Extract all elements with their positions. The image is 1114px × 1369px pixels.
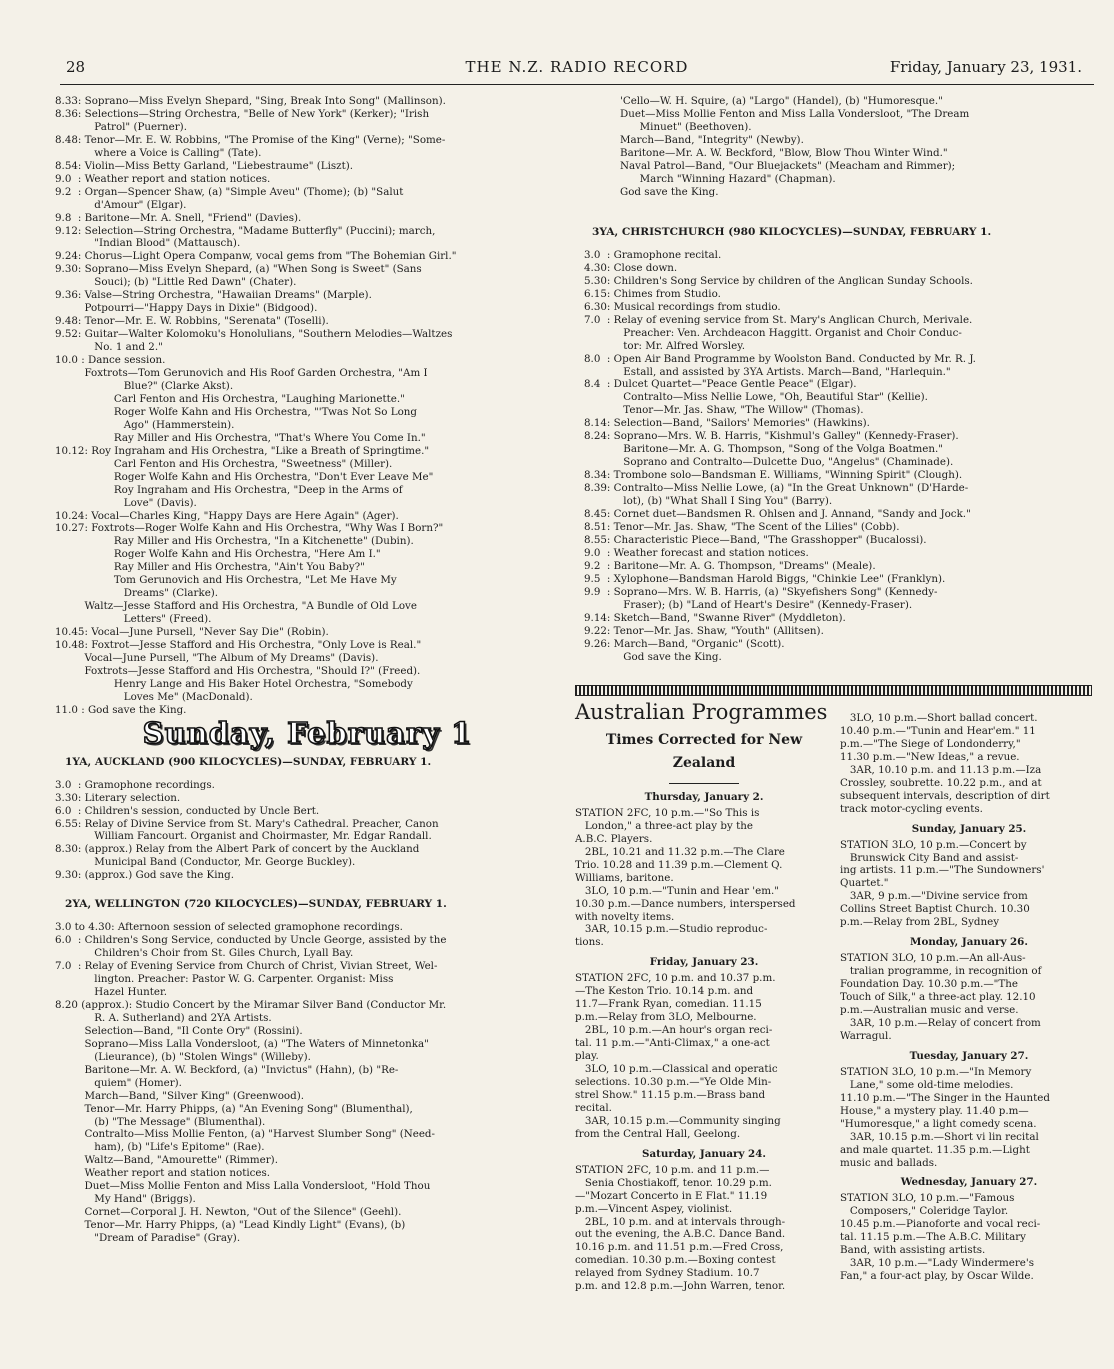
programme-line: 6.55: Relay of Divine Service from St. Mary's Cathedral. Preacher, Canon (55, 817, 439, 830)
day-heading: Thursday, January 2. (644, 790, 764, 803)
station-3ya-block (584, 218, 1099, 663)
programme-line: 7.0 : Relay of Evening Service from Church of Christ, Vivian Street, Wel- (55, 960, 438, 973)
programme-line: d'Amour" (Elgar). (55, 198, 187, 211)
programme-line: Contralto—Miss Nellie Lowe, "Oh, Beautiful Star" (Kellie). (584, 391, 928, 404)
day-heading: Wednesday, January 27. (900, 1176, 1038, 1189)
programme-line: 8.36: Selections—String Orchestra, "Belle of New York" (Kerker); "Irish (55, 107, 430, 120)
programme-line: 9.5 : Xylophone—Bandsman Harold Biggs, "Chinkie Lee" (Franklyn). (584, 572, 946, 585)
australian-line: House," a mystery play. 11.40 p.m— (840, 1104, 1029, 1117)
programme-line: My Hand" (Briggs). (55, 1193, 196, 1206)
left-column (55, 95, 560, 1245)
programme-line: No. 1 and 2." (55, 341, 163, 354)
right-programme-lines (620, 95, 1100, 199)
australian-line: p.m.—Australian music and verse. (840, 1004, 1019, 1017)
programme-line: where a Voice is Calling" (Tate). (55, 146, 262, 159)
programme-line: Baritone—Mr. A. W. Beckford, (a) "Invictus" (Hahn), (b) "Re- (55, 1063, 399, 1076)
programme-line: 3.30: Literary selection. (55, 791, 181, 804)
programme-line: God save the King. (584, 650, 722, 663)
day-heading: Tuesday, January 27. (909, 1049, 1029, 1062)
programme-line: Tom Gerunovich and His Orchestra, "Let Me Have My (55, 574, 397, 587)
programme-line: 9.12: Selection—String Orchestra, "Madame Butterfly" (Puccini); march, (55, 224, 436, 237)
programme-line: Waltz—Band, "Amourette" (Rimmer). (55, 1154, 278, 1167)
programme-line: Letters" (Freed). (55, 613, 212, 626)
australian-line: relayed from Sydney Stadium. 10.7 (575, 1267, 760, 1280)
programme-line: ham), (b) "Life's Epitome" (Rae). (55, 1141, 265, 1154)
australian-line: 3AR, 10 p.m.—Relay of concert from (840, 1016, 1041, 1029)
programme-line: Cornet—Corporal J. H. Newton, "Out of the Silence" (Geehl). (55, 1206, 402, 1219)
programme-line: March—Band, "Silver King" (Greenwood). (55, 1089, 305, 1102)
australian-line: STATION 2FC, 10 p.m.—"So This is (575, 806, 760, 819)
programme-line: 10.45: Vocal—June Pursell, "Never Say Die" (Robin). (55, 626, 329, 639)
page-header (60, 58, 1094, 82)
australian-line: Warragul. (840, 1029, 892, 1042)
sunday-heading: Sunday, February 1 (142, 715, 473, 750)
page-number: 28 (66, 58, 86, 76)
australian-line: 11.10 p.m.—"The Singer in the Haunted (840, 1091, 1050, 1104)
programme-line: Soprano and Contralto—Dulcette Duo, "Angelus" (Chaminade). (584, 456, 954, 469)
australian-line: tions. (575, 936, 604, 949)
australian-days-b (840, 823, 1098, 1283)
programme-line: Roger Wolfe Kahn and His Orchestra, "'Twas Not So Long (55, 405, 418, 418)
programme-line: 8.33: Soprano—Miss Evelyn Shepard, "Sing, Break Into Song" (Mallinson). (55, 95, 446, 107)
australian-line: 3AR, 10.10 p.m. and 11.13 p.m.—Iza (840, 763, 1042, 776)
programme-line: lington. Preacher: Pastor W. G. Carpenter. Organist: Miss (55, 973, 394, 986)
programme-line: Patrol" (Puerner). (55, 120, 187, 133)
programme-line: "Dream of Paradise" (Gray). (55, 1232, 241, 1245)
day-heading: Friday, January 23. (649, 956, 759, 969)
programme-line: 8.34: Trombone solo—Bandsman E. Williams, "Winning Spirit" (Clough). (584, 469, 963, 482)
programme-line: Duet—Miss Mollie Fenton and Miss Lalla Vondersloot, "The Dream (620, 107, 970, 120)
australian-line: 3LO, 10 p.m.—Classical and operatic (575, 1063, 778, 1076)
australian-line: 11.30 p.m.—"New Ideas," a revue. (840, 750, 1020, 763)
programme-line: Soprano—Miss Lalla Vondersloot, (a) "The Waters of Minnetonka" (55, 1037, 429, 1050)
programme-line: March "Winning Hazard" (Chapman). (620, 172, 836, 185)
australian-line: 10.40 p.m.—"Tunin and Hear'em." 11 (840, 724, 1036, 737)
programme-line: 'Cello—W. H. Squire, (a) "Largo" (Handel), (b) "Humoresque." (620, 95, 943, 107)
programme-line: Estall, and assisted by 3YA Artists. March—Band, "Harlequin." (584, 365, 951, 378)
issue-date: Friday, January 23, 1931. (889, 58, 1082, 76)
programme-line: 9.48: Tenor—Mr. E. W. Robbins, "Serenata" (Toselli). (55, 315, 329, 328)
programme-line: William Fancourt. Organist and Choirmaster, Mr. Edgar Randall. (55, 830, 432, 843)
programme-line: Roy Ingraham and His Orchestra, "Deep in the Arms of (55, 483, 403, 496)
programme-line: Loves Me" (MacDonald). (55, 690, 253, 703)
programme-line: 9.2 : Organ—Spencer Shaw, (a) "Simple Aveu" (Thome); (b) "Salut (55, 185, 404, 198)
australian-line: STATION 3LO, 10 p.m.—"Famous (840, 1192, 1015, 1205)
programme-line: Vocal—June Pursell, "The Album of My Dreams" (Davis). (55, 651, 379, 664)
programme-line: Municipal Band (Conductor, Mr. George Buckley). (55, 856, 356, 869)
programme-line: 9.30: (approx.) God save the King. (55, 869, 235, 882)
australian-line: Brunswick City Band and assist- (840, 851, 1019, 864)
australian-line: 10.30 p.m.—Dance numbers, interspersed (575, 897, 796, 910)
australian-line: with novelty items. (575, 910, 675, 923)
australian-line: Composers," Coleridge Taylor. (840, 1205, 1009, 1218)
australian-line: STATION 2FC, 10 p.m. and 10.37 p.m. (575, 972, 776, 985)
programme-line: 9.9 : Soprano—Mrs. W. B. Harris, (a) "Skyefishers Song" (Kennedy- (584, 585, 938, 598)
programme-line: 9.30: Soprano—Miss Evelyn Shepard, (a) "When Song is Sweet" (Sans (55, 263, 422, 276)
programme-line: 9.36: Valse—String Orchestra, "Hawaiian Dreams" (Marple). (55, 289, 372, 302)
australian-line: strel Show." 11.15 p.m.—Brass band (575, 1088, 766, 1101)
programme-line: 8.4 : Dulcet Quartet—"Peace Gentle Peace" (Elgar). (584, 378, 857, 391)
australian-line: 3LO, 10 p.m.—Short ballad concert. (840, 712, 1038, 724)
programme-line: Foxtrots—Tom Gerunovich and His Roof Garden Orchestra, "Am I (55, 367, 428, 380)
station-3ya-title: 3YA, CHRISTCHURCH (980 KILOCYCLES)—SUNDAY, FEBRUARY 1. (592, 226, 992, 238)
programme-line: Ray Miller and His Orchestra, "That's Where You Come In." (55, 431, 426, 444)
programme-line: 9.2 : Baritone—Mr. A. G. Thompson, "Dreams" (Meale). (584, 559, 876, 572)
programme-line: Souci); (b) "Little Red Dawn" (Chater). (55, 276, 297, 289)
australian-line: music and ballads. (840, 1156, 938, 1169)
australian-line: Collins Street Baptist Church. 10.30 (840, 903, 1030, 916)
programme-line: 3.0 : Gramophone recordings. (55, 778, 215, 791)
australian-line: 2BL, 10 p.m. and at intervals through- (575, 1215, 786, 1228)
publication-title: THE N.Z. RADIO RECORD (465, 58, 689, 76)
programme-line: 6.30: Musical recordings from studio. (584, 300, 781, 313)
programme-line: Tenor—Mr. Harry Phipps, (a) "Lead Kindly Light" (Evans), (b) (55, 1219, 406, 1232)
programme-line: lot), (b) "What Shall I Sing You" (Barry). (584, 495, 833, 508)
programme-line: Ray Miller and His Orchestra, "Ain't You Baby?" (55, 561, 365, 574)
station-3ya-lines (584, 249, 1099, 664)
programme-line: Baritone—Mr. A. G. Thompson, "Song of the Volga Boatmen." (584, 443, 943, 456)
programme-line: Roger Wolfe Kahn and His Orchestra, "Here Am I." (55, 548, 381, 561)
australian-line: 3AR, 10.15 p.m.—Short vi lin recital (840, 1130, 1039, 1143)
programme-line: March—Band, "Integrity" (Newby). (620, 133, 804, 146)
programme-line: 4.30: Close down. (584, 261, 678, 274)
programme-line: (b) "The Message" (Blumenthal). (55, 1115, 266, 1128)
programme-line: 6.0 : Children's Song Service, conducted by Uncle George, assisted by the (55, 934, 447, 947)
australian-line: Touch of Silk," a three-act play. 12.10 (840, 991, 1036, 1004)
day-heading: Sunday, January 25. (911, 822, 1027, 835)
australian-days-a (575, 791, 833, 1293)
australian-line: p.m.—Relay from 3LO, Melbourne. (575, 1011, 757, 1024)
programme-line: Carl Fenton and His Orchestra, "Laughing Marionette." (55, 392, 405, 405)
programme-line: Foxtrots—Jesse Stafford and His Orchestra, "Should I?" (Freed). (55, 664, 421, 677)
day-heading: Monday, January 26. (910, 936, 1028, 949)
programme-line: 9.26: March—Band, "Organic" (Scott). (584, 637, 785, 650)
australian-line: —The Keston Trio. 10.14 p.m. and (575, 985, 754, 998)
australian-line: Trio. 10.28 and 11.39 p.m.—Clement Q. (575, 858, 783, 871)
australian-line: p.m.—Vincent Aspey, violinist. (575, 1202, 733, 1215)
australian-line: selections. 10.30 p.m.—"Ye Olde Min- (575, 1075, 772, 1088)
programme-line: Potpourri—"Happy Days in Dixie" (Bidgood). (55, 302, 318, 315)
programme-line: R. A. Sutherland) and 2YA Artists. (55, 1011, 272, 1024)
australian-line: tralian programme, in recognition of (840, 965, 1042, 978)
station-1ya-title: 1YA, AUCKLAND (900 KILOCYCLES)—SUNDAY, FEBRUARY 1. (65, 755, 432, 768)
programme-line: Waltz—Jesse Stafford and His Orchestra, "A Bundle of Old Love (55, 600, 417, 613)
programme-line: Naval Patrol—Band, "Our Bluejackets" (Meacham and Rimmer); (620, 159, 956, 172)
programme-line: 8.55: Characteristic Piece—Band, "The Grasshopper" (Bucalossi). (584, 533, 927, 546)
programme-line: Weather report and station notices. (55, 1167, 271, 1180)
australian-line: 3AR, 10.15 p.m.—Studio reproduc- (575, 923, 768, 936)
programme-line: Hazel Hunter. (55, 986, 168, 998)
station-2ya-lines (55, 921, 560, 1245)
programme-line: Selection—Band, "Il Conte Ory" (Rossini). (55, 1024, 303, 1037)
right-top-column (620, 95, 1100, 199)
programme-line: 9.24: Chorus—Light Opera Companw, vocal gems from "The Bohemian Girl." (55, 250, 457, 263)
australian-line: 3AR, 10.15 p.m.—Community singing (575, 1114, 781, 1127)
australian-column-b (840, 712, 1098, 1283)
programme-line: Ago" (Hammerstein). (55, 418, 235, 431)
station-1ya-lines (55, 779, 560, 883)
programme-line: 10.0 : Dance session. (55, 354, 166, 367)
programme-line: 9.8 : Baritone—Mr. A. Snell, "Friend" (Davies). (55, 211, 302, 224)
australian-line: p.m.—"The Siege of Londonderry," (840, 737, 1021, 750)
programme-line: 10.12: Roy Ingraham and His Orchestra, "Like a Breath of Springtime." (55, 444, 430, 457)
programme-line: 9.0 : Weather report and station notices. (55, 172, 271, 185)
programme-line: Love" (Davis). (55, 496, 197, 509)
australian-line: London," a three-act play by the (575, 819, 753, 832)
programme-line: Tenor—Mr. Harry Phipps, (a) "An Evening Song" (Blumenthal), (55, 1102, 413, 1115)
australian-line: track motor-cycling events. (840, 802, 983, 815)
australian-line: Senia Chostiakoff, tenor. 10.29 p.m. (575, 1176, 772, 1189)
programme-line: Carl Fenton and His Orchestra, "Sweetness" (Miller). (55, 457, 393, 470)
australian-line: 3AR, 10 p.m.—"Lady Windermere's (840, 1257, 1034, 1270)
programme-line: 6.0 : Children's session, conducted by Uncle Bert. (55, 804, 320, 817)
programme-line: Roger Wolfe Kahn and His Orchestra, "Don't Ever Leave Me" (55, 470, 434, 483)
australian-line: and male quartet. 11.35 p.m.—Light (840, 1143, 1030, 1156)
programme-line: Duet—Miss Mollie Fenton and Miss Lalla Vondersloot, "Hold Thou (55, 1180, 431, 1193)
programme-line: 8.39: Contralto—Miss Nellie Lowe, (a) "In the Great Unknown" (D'Harde- (584, 482, 969, 495)
programme-line: God save the King. (620, 185, 719, 198)
station-2ya-title: 2YA, WELLINGTON (720 KILOCYCLES)—SUNDAY, FEBRUARY 1. (65, 898, 447, 911)
australian-line: play. (575, 1050, 599, 1063)
programme-line: 8.54: Violin—Miss Betty Garland, "Liebestraume" (Liszt). (55, 159, 354, 172)
programme-line: 7.0 : Relay of evening service from St. Mary's Anglican Church, Merivale. (584, 313, 973, 326)
programme-line: 9.22: Tenor—Mr. Jas. Shaw, "Youth" (Allitsen). (584, 624, 824, 637)
australian-line: Williams, baritone. (575, 871, 674, 884)
australian-line: Fan," a four-act play, by Oscar Wilde. (840, 1270, 1034, 1283)
programme-line: Baritone—Mr. A. W. Beckford, "Blow, Blow Thou Winter Wind." (620, 146, 948, 159)
programme-line: 6.15: Chimes from Studio. (584, 287, 721, 300)
programme-line: 11.0 : God save the King. (55, 703, 187, 716)
programme-line: 8.20 (approx.): Studio Concert by the Miramar Silver Band (Conductor Mr. (55, 998, 447, 1011)
australian-line: ing artists. 11 p.m.—"The Sundowners' (840, 864, 1045, 877)
programme-line: 3.0 : Gramophone recital. (584, 248, 722, 261)
australian-line: STATION 2FC, 10 p.m. and 11 p.m.— (575, 1163, 770, 1176)
left-programme-lines (55, 95, 560, 717)
programme-line: 5.30: Children's Song Service by children of the Anglican Sunday Schools. (584, 274, 973, 287)
australian-line: STATION 3LO, 10 p.m.—"In Memory (840, 1065, 1032, 1078)
programme-line: 8.0 : Open Air Band Programme by Woolston Band. Conducted by Mr. R. J. (584, 352, 976, 365)
programme-line: "Indian Blood" (Mattausch). (55, 237, 241, 250)
australian-column-a (575, 700, 833, 1293)
australian-line: 2BL, 10 p.m.—An hour's organ reci- (575, 1024, 773, 1037)
australian-line: 10.16 p.m. and 11.51 p.m.—Fred Cross, (575, 1241, 784, 1254)
australian-line: 10.45 p.m.—Pianoforte and vocal reci- (840, 1218, 1041, 1231)
programme-line: 8.51: Tenor—Mr. Jas. Shaw, "The Scent of the Lilies" (Cobb). (584, 520, 900, 533)
programme-line: Children's Choir from St. Giles Church, Lyall Bay. (55, 947, 354, 960)
programme-line: 10.27: Foxtrots—Roger Wolfe Kahn and His Orchestra, "Why Was I Born?" (55, 522, 444, 535)
separator-rule (575, 685, 1092, 696)
australian-line: Foundation Day. 10.30 p.m.—"The (840, 978, 1018, 991)
australian-line: recital. (575, 1101, 612, 1114)
australian-line: 3LO, 10 p.m.—"Tunin and Hear 'em." (575, 884, 779, 897)
programme-line: tor: Mr. Alfred Worsley. (584, 339, 745, 352)
header-rule (60, 84, 1094, 85)
programme-line: quiem" (Homer). (55, 1076, 182, 1089)
australian-line: tal. 11.15 p.m.—The A.B.C. Military (840, 1231, 1026, 1244)
programme-line: Preacher: Ven. Archdeacon Haggitt. Organist and Choir Conduc- (584, 326, 962, 339)
australian-line: 3AR, 9 p.m.—"Divine service from (840, 890, 1028, 903)
short-rule (669, 783, 739, 784)
australian-line: p.m.—Relay from 2BL, Sydney (840, 916, 1000, 929)
programme-line: Tenor—Mr. Jas. Shaw, "The Willow" (Thomas). (584, 404, 864, 417)
programme-line: 8.24: Soprano—Mrs. W. B. Harris, "Kishmul's Galley" (Kennedy-Fraser). (584, 430, 959, 443)
programme-line: 8.48: Tenor—Mr. E. W. Robbins, "The Promise of the King" (Verne); "Some- (55, 133, 446, 146)
australian-continued-lines (840, 712, 1098, 816)
programme-line: 3.0 to 4.30: Afternoon session of selected gramophone recordings. (55, 921, 403, 934)
programme-line: 8.45: Cornet duet—Bandsmen R. Ohlsen and J. Annand, "Sandy and Jock." (584, 508, 971, 521)
australian-line: subsequent intervals, description of dirt (840, 789, 1050, 802)
programme-line: Henry Lange and His Baker Hotel Orchestra, "Somebody (55, 677, 413, 690)
programme-line: Minuet" (Beethoven). (620, 120, 752, 133)
day-heading: Saturday, January 24. (642, 1147, 766, 1160)
australian-line: Crossley, soubrette. 10.22 p.m., and at (840, 776, 1042, 789)
australian-heading: Australian Programmes (575, 700, 828, 724)
times-corrected-heading: Times Corrected for New Zealand (605, 731, 803, 771)
programme-line: Contralto—Miss Mollie Fenton, (a) "Harvest Slumber Song" (Need- (55, 1128, 436, 1141)
australian-line: "Humoresque," a light comedy scena. (840, 1117, 1037, 1130)
programme-line: Fraser); (b) "Land of Heart's Desire" (Kennedy-Fraser). (584, 598, 913, 611)
programme-line: Ray Miller and His Orchestra, "In a Kitchenette" (Dubin). (55, 535, 414, 548)
programme-line: Dreams" (Clarke). (55, 587, 219, 600)
australian-line: STATION 3LO, 10 p.m.—An all-Aus- (840, 952, 1026, 965)
programme-line: (Lieurance), (b) "Stolen Wings" (Willeby). (55, 1050, 311, 1063)
australian-line: 2BL, 10.21 and 11.32 p.m.—The Clare (575, 845, 785, 858)
australian-line: Lane," some old-time melodies. (840, 1078, 1014, 1091)
australian-line: out the evening, the A.B.C. Dance Band. (575, 1228, 786, 1241)
australian-line: Quartet." (840, 877, 889, 890)
programme-line: 10.48: Foxtrot—Jesse Stafford and His Orchestra, "Only Love is Real." (55, 639, 422, 652)
programme-line: 9.52: Guitar—Walter Kolomoku's Honolulians, "Southern Melodies—Waltzes (55, 328, 453, 341)
australian-line: A.B.C. Players. (575, 832, 653, 845)
australian-line: tal. 11 p.m.—"Anti-Climax," a one-act (575, 1037, 770, 1050)
programme-line: 8.30: (approx.) Relay from the Albert Park of concert by the Auckland (55, 843, 420, 856)
programme-line: 9.14: Sketch—Band, "Swanne River" (Myddleton). (584, 611, 846, 624)
australian-line: STATION 3LO, 10 p.m.—Concert by (840, 838, 1027, 851)
programme-line: 10.24: Vocal—Charles King, "Happy Days are Here Again" (Ager). (55, 509, 399, 522)
programme-line: Blue?" (Clarke Akst). (55, 379, 234, 392)
australian-line: comedian. 10.30 p.m.—Boxing contest (575, 1254, 776, 1267)
programme-line: 8.14: Selection—Band, "Sailors' Memories" (Hawkins). (584, 417, 870, 430)
australian-line: Band, with assisting artists. (840, 1244, 986, 1257)
australian-line: 11.7—Frank Ryan, comedian. 11.15 (575, 998, 762, 1011)
australian-line: —"Mozart Concerto in E Flat." 11.19 (575, 1189, 768, 1202)
programme-line: 9.0 : Weather forecast and station notices. (584, 546, 809, 559)
australian-line: from the Central Hall, Geelong. (575, 1127, 741, 1140)
australian-line: p.m. and 12.8 p.m.—John Warren, tenor. (575, 1280, 786, 1293)
